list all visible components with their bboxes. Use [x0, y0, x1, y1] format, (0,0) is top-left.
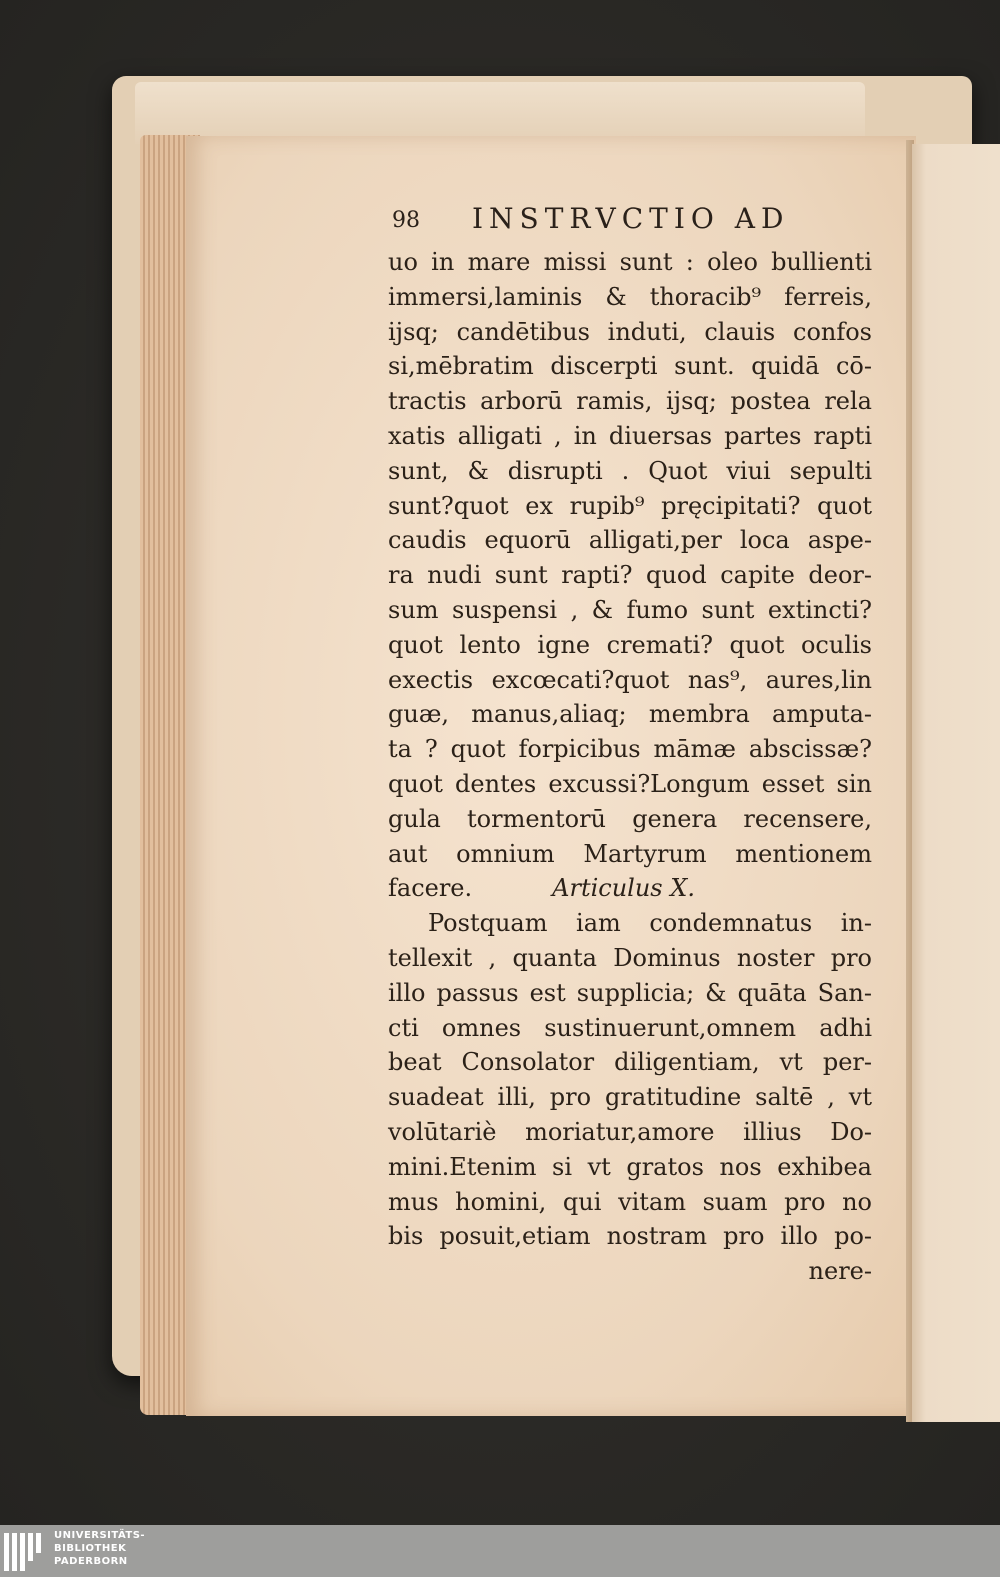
text-line: ra nudi sunt rapti? quod capite deor-: [388, 561, 872, 590]
text-line: xatis alligati , in diuersas partes rapti: [388, 421, 872, 450]
text-line: quot dentes excussi?Longum esset sin: [388, 769, 872, 798]
logo-line-3: PADERBORN: [54, 1556, 128, 1567]
text-line: mus homini, qui vitam suam pro no: [388, 1187, 872, 1216]
text-line: illo passus est supplicia; & quāta San-: [388, 978, 872, 1007]
text-line: aut omnium Martyrum mentionem: [388, 839, 872, 868]
text-line: sunt?quot ex rupib⁹ pręcipitati? quot: [388, 491, 872, 520]
text-line: sunt, & disrupti . Quot viui sepulti: [388, 456, 872, 485]
text-line: sum suspensi , & fumo sunt extincti?: [388, 595, 872, 624]
text-line: tractis arborū ramis, ijsq; postea rela: [388, 387, 872, 416]
folio-number: 98: [392, 208, 420, 233]
text-line: tellexit , quanta Dominus noster pro: [388, 943, 872, 972]
text-line-paragraph-start: Postquam iam condemnatus in-: [428, 909, 872, 938]
text-line: uo in mare missi sunt : oleo bullienti: [388, 248, 872, 276]
text-block: [388, 245, 872, 1289]
text-line: guæ, manus,aliaq; membra amputa-: [388, 700, 872, 729]
text-line: ta ? quot forpicibus māmæ abscissæ?: [388, 735, 872, 764]
text-line-facere: [388, 871, 872, 906]
library-logo-icon: [4, 1533, 48, 1571]
logo-line-2: BIBLIOTHEK: [54, 1543, 127, 1554]
article-heading: Articulus X.: [552, 874, 695, 903]
logo-line-1: UNIVERSITÄTS-: [54, 1530, 146, 1541]
text-line: volūtariè moriatur,amore illius Do-: [388, 1117, 872, 1146]
text-line: cti omnes sustinuerunt,omnem adhi: [388, 1013, 872, 1042]
text-line: ijsq; candētibus induti, clauis confos: [388, 317, 872, 346]
facing-page: [912, 144, 1000, 1422]
flyleaf-top: [135, 82, 865, 144]
text-line: gula tormentorū genera recensere,: [388, 804, 872, 833]
text-line: mini.Etenim si vt gratos nos exhibea: [388, 1152, 872, 1181]
text-facere: facere.: [388, 874, 473, 903]
catchword: nere-: [808, 1257, 872, 1286]
library-logo-text: [54, 1529, 145, 1568]
text-line: si,mēbratim discerpti sunt. quidā cō-: [388, 352, 872, 381]
library-footer: [0, 1525, 1000, 1577]
text-line: suadeat illi, pro gratitudine saltē , vt: [388, 1083, 872, 1112]
text-line: immersi,laminis & thoracib⁹ ferreis,: [388, 282, 872, 311]
text-line: quot lento igne cremati? quot oculis: [388, 630, 872, 659]
text-line: bis posuit,etiam nostram pro illo po-: [388, 1222, 872, 1251]
text-line: beat Consolator diligentiam, vt per-: [388, 1048, 872, 1077]
text-line: caudis equorū alligati,per loca aspe-: [388, 526, 872, 555]
running-head: INSTRVCTIO AD: [472, 202, 790, 235]
text-line: exectis excœcati?quot nas⁹, aures,lin: [388, 665, 872, 694]
page-header: [392, 202, 832, 242]
